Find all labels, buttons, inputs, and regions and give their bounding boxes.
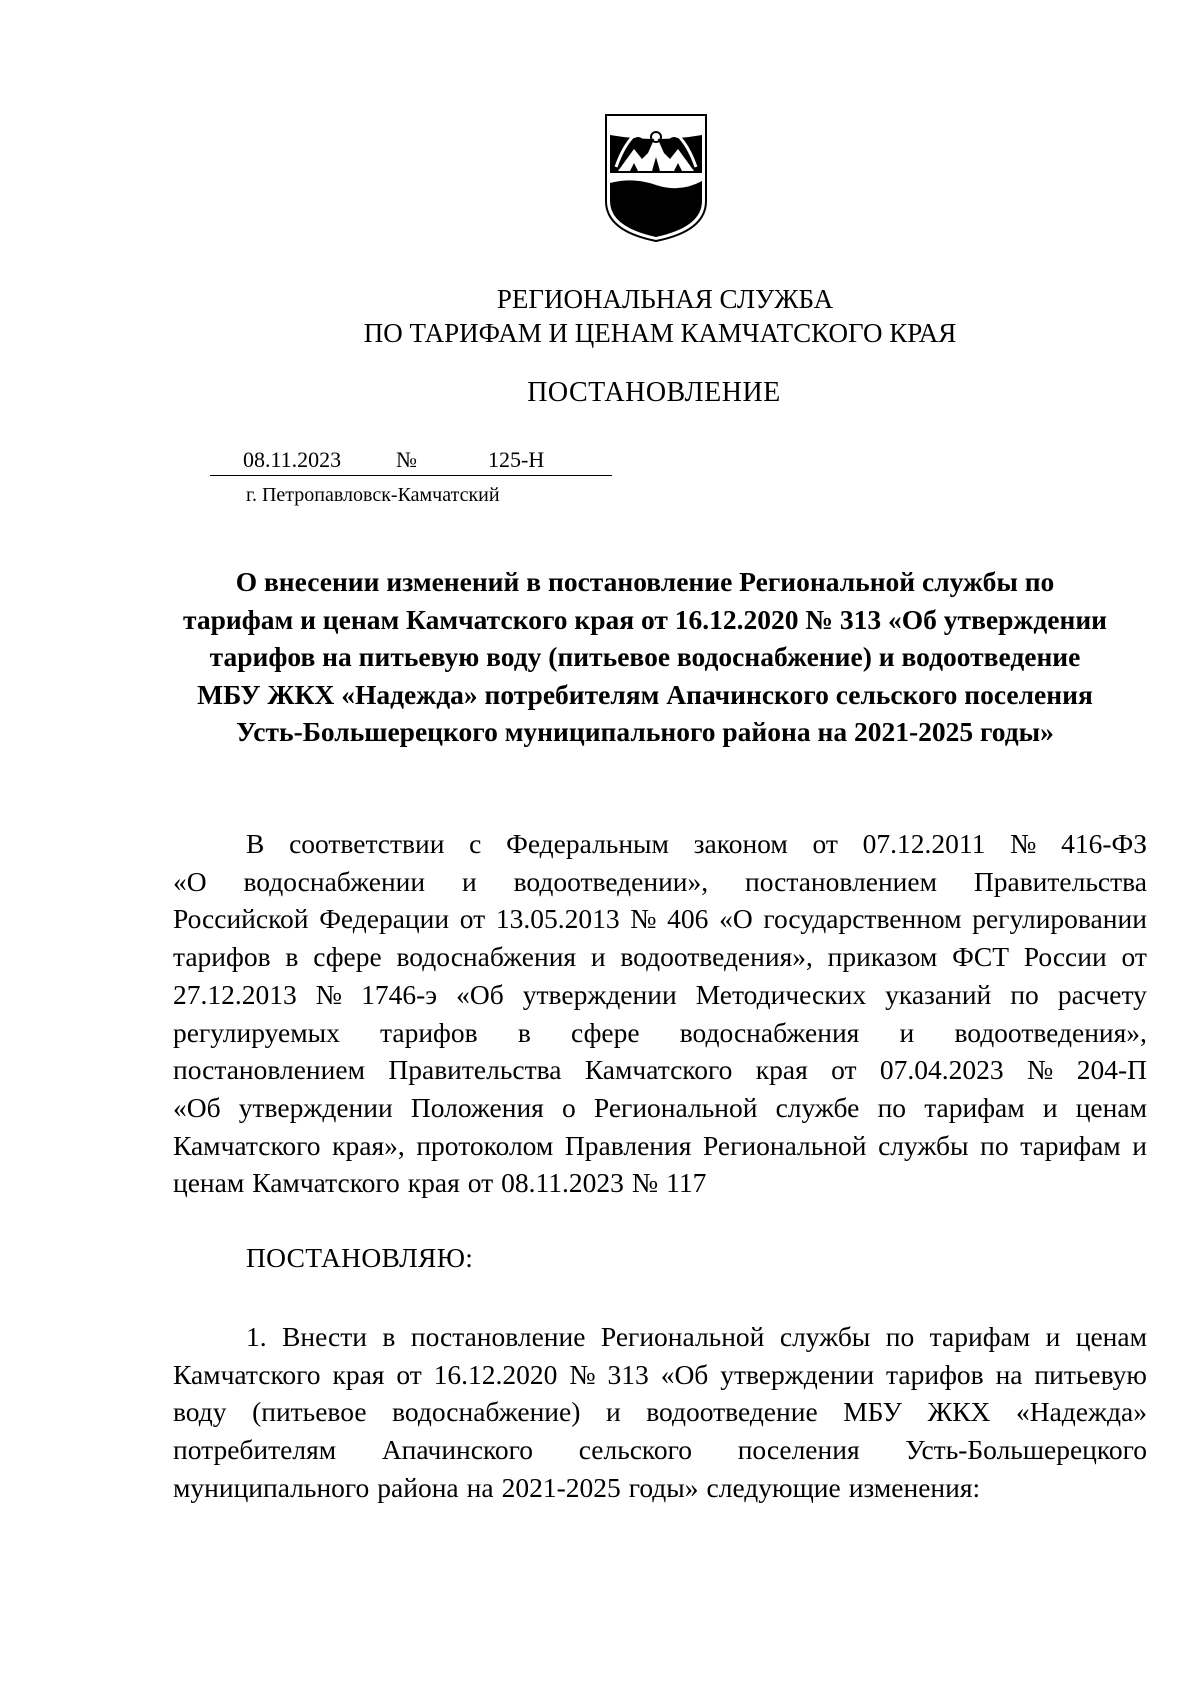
word: ЖКХ [927,1396,991,1428]
word: Федеральным [506,828,669,859]
word: ценам [173,1167,245,1199]
word: муниципального [173,1471,370,1503]
word: 27.12.2013 [173,978,297,1010]
word: Федерации [319,903,450,935]
word: и [899,1016,915,1048]
word: «Об [660,1358,709,1390]
word: Усть-Большерецкого [905,1434,1147,1466]
word: «Об [173,1091,221,1123]
title-line: тарифам и ценам Камчатского края от 16.12.2020 № 313 «Об утверждении [182,603,1108,635]
word: сфере [571,1016,640,1048]
word: тарифов [886,1358,984,1390]
word: края [407,1167,460,1199]
word: постановлением [745,865,937,897]
word: 08.11.2023 [501,1167,624,1199]
title-line: Усть-Большерецкого муниципального района на 2021-2025 годы» [236,716,1054,747]
word: водоотведение [646,1396,818,1428]
document-number: 125-Н [488,447,545,472]
word: Региональной [593,1091,758,1123]
paragraph-line [173,976,1147,1014]
word: Региональной [600,1321,765,1352]
word: водоснабжения [679,1016,860,1048]
word: 07.12.2011 [862,828,986,859]
word: водоснабжении [243,865,426,897]
word: потребителям [173,1434,337,1466]
word: расчету [1057,978,1147,1010]
word: и [1045,1321,1061,1352]
word: № [1010,828,1037,859]
word: № [631,1167,659,1199]
word: «О [719,903,753,935]
word: сфере [313,941,382,973]
word: Положения [410,1091,544,1123]
word: и [590,941,606,973]
word: в [382,1321,396,1352]
item-1-paragraph [173,1318,1147,1507]
word: по [1010,978,1039,1010]
word: № [630,903,657,935]
word: № [1027,1054,1054,1086]
word: Региональной [702,1129,867,1161]
document-date: 08.11.2023 [243,447,342,472]
preamble-paragraph [173,825,1147,1202]
word: Камчатского [173,1358,321,1390]
word: 1. [246,1321,267,1352]
word: на [995,1358,1023,1390]
word: от [831,1054,857,1086]
word: «О [173,865,207,897]
word: по [885,1321,915,1352]
word: водоотведения», [620,941,813,973]
registration-line [210,445,612,476]
word: 13.05.2013 [495,903,620,935]
word: службы [779,1321,871,1352]
word: 16.12.2020 [433,1358,558,1390]
word: ценам [1075,1091,1147,1123]
paragraph-line [173,825,1147,863]
word: в [285,941,299,973]
word: по [877,1091,907,1123]
paragraph-line [173,1469,1147,1507]
word: законом [693,828,788,859]
word: края», [332,1129,405,1161]
word: указаний [885,978,992,1010]
word: утверждении [238,1091,393,1123]
document-type: ПОСТАНОВЛЕНИЕ [527,377,781,408]
word: и [605,1396,621,1428]
word: на [466,1471,494,1503]
word: Правления [564,1129,692,1161]
title-line: МБУ ЖКХ «Надежда» потребителям Апачинского сельского поселения [197,678,1093,710]
word: от [459,903,486,935]
word: 2021-2025 [501,1471,621,1503]
word: регулируемых [173,1016,340,1048]
word: Российской [173,903,309,935]
word: от [1121,941,1147,973]
word: 1746-э [361,978,438,1010]
word: постановление [410,1321,586,1352]
word: В [246,828,265,859]
word: ФСТ [952,941,1009,973]
number-sign: № [396,447,417,472]
word: Камчатского [584,1054,733,1086]
city-name: г. Петропавловск-Камчатский [246,484,500,506]
organization-name-line-2: ПО ТАРИФАМ И ЦЕНАМ КАМЧАТСКОГО КРАЯ [363,318,957,348]
word: края [332,1358,385,1390]
word: и [1042,1091,1058,1123]
word: водоотведения», [954,1016,1147,1048]
paragraph-line [173,1051,1147,1089]
paragraph-line [173,1393,1147,1431]
word: службы [878,1129,969,1161]
paragraph-line [173,1014,1147,1052]
word: 406 [667,903,709,935]
paragraph-line [173,863,1147,901]
word: по [980,1129,1009,1161]
word: Внести [282,1321,367,1352]
title-line: тарифов на питьевую воду (питьевое водоснабжение) и водоотведение [209,641,1081,672]
word: и [1132,1129,1147,1161]
word: № [315,978,343,1010]
word: о [562,1091,576,1123]
word: и [462,865,477,897]
word: Правительства [388,1054,562,1086]
word: 117 [666,1167,707,1199]
word: от [812,828,838,859]
word: России [1023,941,1107,973]
word: поселения [737,1434,860,1466]
word: тарифам [929,1321,1031,1352]
word: Методических [695,978,867,1010]
paragraph-line [173,900,1147,938]
kamchatka-coat-of-arms-icon [604,113,708,243]
decree-word: ПОСТАНОВЛЯЮ: [246,1242,474,1273]
word: постановлением [173,1054,365,1086]
word: водоснабжение) [392,1396,581,1428]
paragraph-line [173,1127,1147,1165]
word: приказом [827,941,938,973]
word: утверждении [522,978,677,1010]
word: с [469,828,482,859]
word: МБУ [843,1396,902,1428]
word: 204-П [1076,1054,1147,1086]
title-line: О внесении изменений в постановление Региональной службы по [235,566,1055,597]
word: водоснабжения [396,941,577,973]
word: государственном [763,903,962,935]
paragraph-line [173,1318,1147,1356]
word: сельского [578,1434,692,1466]
word: тарифов [380,1016,478,1048]
paragraph-line [173,1431,1147,1469]
word: 313 [607,1358,649,1390]
word: следующие [706,1471,841,1503]
paragraph-line [173,1089,1147,1127]
word: тарифов [173,941,271,973]
word: тарифам [924,1091,1025,1123]
word: протоколом [416,1129,554,1161]
document-title [150,563,1140,751]
word: Камчатского [252,1167,400,1199]
paragraph-line [173,938,1147,976]
word: ценам [1075,1321,1147,1352]
word: (питьевое [252,1396,367,1428]
word: 07.04.2023 [879,1054,1004,1086]
word: изменения: [848,1471,981,1503]
word: воду [173,1396,227,1428]
word: от [467,1167,494,1199]
word: тарифам [1020,1129,1121,1161]
word: района [377,1471,459,1503]
word: соответствии [289,828,445,859]
paragraph-line [173,1356,1147,1394]
word: Правительства [973,865,1147,897]
word: № [569,1358,596,1390]
word: «Об [456,978,504,1010]
word: края [755,1054,808,1086]
word: «Надежда» [1015,1396,1147,1428]
paragraph-line [173,1164,1147,1202]
word: утверждении [720,1358,875,1390]
word: 416-ФЗ [1061,828,1147,859]
word: Апачинского [381,1434,534,1466]
word: от [396,1358,422,1390]
word: регулировании [972,903,1147,935]
word: годы» [628,1471,699,1503]
word: питьевую [1034,1358,1147,1390]
word: водоотведении», [513,865,709,897]
organization-name-line-1: РЕГИОНАЛЬНАЯ СЛУЖБА [496,284,834,314]
word: службе [775,1091,860,1123]
word: Камчатского [173,1129,321,1161]
word: в [517,1016,531,1048]
